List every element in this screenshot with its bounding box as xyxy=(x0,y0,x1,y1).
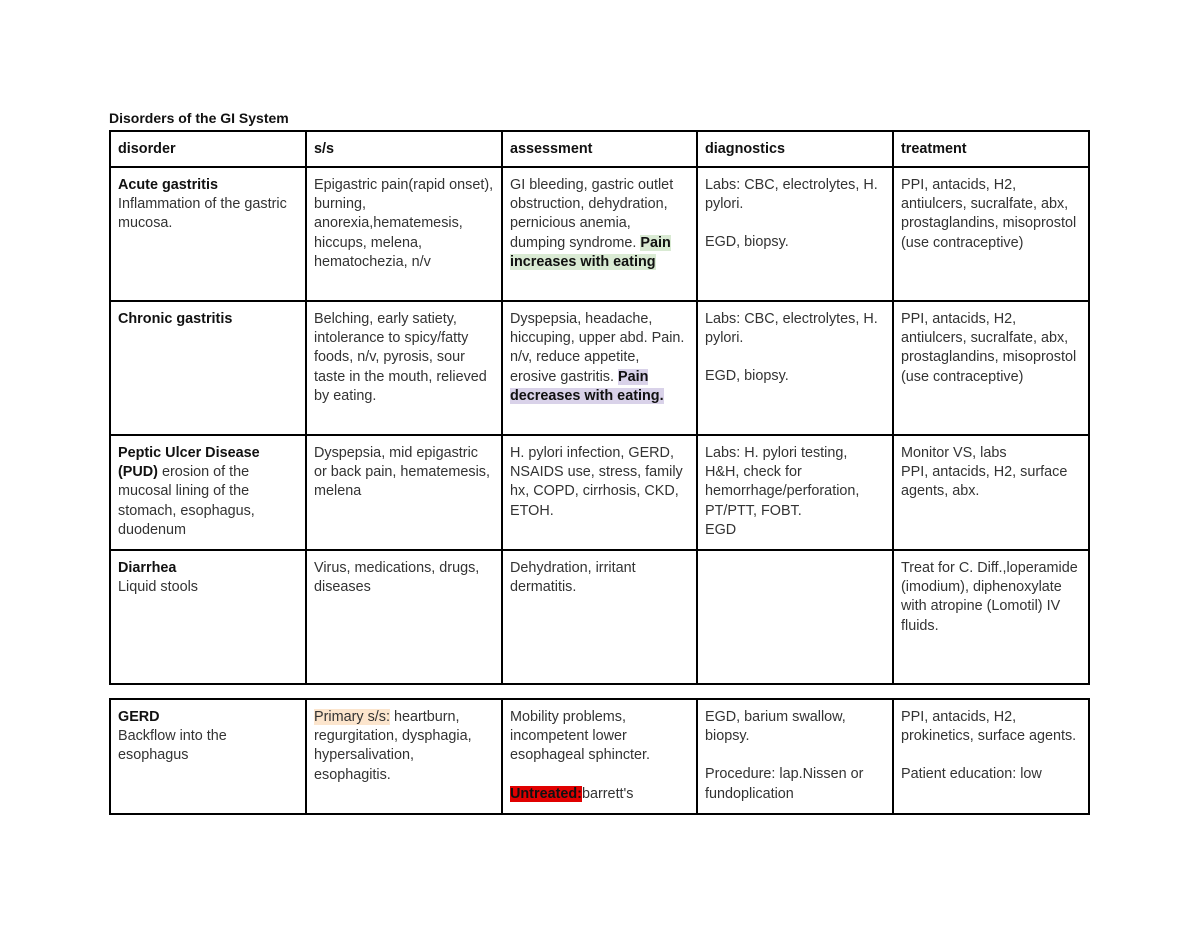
disorder-name: Acute gastritis xyxy=(118,177,218,193)
ss-cell: Dyspepsia, mid epigastric or back pain, hematemesis, melena xyxy=(306,435,502,550)
header-diagnostics: diagnostics xyxy=(697,131,893,167)
diagnostics-labs: Labs: H. pylori testing, H&H, check for hemorrhage/perforation, PT/PTT, FOBT. xyxy=(705,445,860,519)
disorder-cell xyxy=(110,699,306,814)
treatment-line: Monitor VS, labs xyxy=(901,445,1007,461)
table-row xyxy=(110,550,1089,684)
diagnostics-cell xyxy=(697,301,893,435)
diagnostics-procedure: EGD, biopsy. xyxy=(705,234,789,251)
assessment-text: Mobility problems, incompetent lower esophageal sphincter. xyxy=(510,709,651,764)
disorder-cell xyxy=(110,435,306,550)
assessment-text: Dyspepsia, headache, hiccuping, upper abd. Pain. n/v, reduce appetite, erosive gastritis. xyxy=(510,311,685,385)
document-title: Disorders of the GI System xyxy=(109,110,289,126)
treatment-cell: PPI, antacids, H2, antiulcers, sucralfate, abx, prostaglandins, misoprostol (use contraceptive) xyxy=(893,301,1089,435)
ss-cell: Epigastric pain(rapid onset), burning, anorexia,hematemesis, hiccups, melena, hematochezia, n/v xyxy=(306,167,502,301)
assessment-highlight: Pain increases with eating xyxy=(510,234,671,270)
assessment-complication: barrett's xyxy=(581,785,634,802)
disorder-name: Chronic gastritis xyxy=(118,311,233,327)
assessment-cell xyxy=(502,167,697,301)
table-header-row xyxy=(110,131,1089,167)
disorder-cell xyxy=(110,301,306,435)
patient-education: Patient education: low xyxy=(901,766,1042,783)
ss-cell: Virus, medications, drugs, diseases xyxy=(306,550,502,684)
ss-highlight: Primary s/s: xyxy=(314,709,390,725)
disorder-description: erosion of the mucosal lining of the stomach, esophagus, duodenum xyxy=(118,464,255,538)
ss-text: heartburn, regurgitation, dysphagia, hypersalivation, esophagitis. xyxy=(314,709,472,783)
disorder-cell xyxy=(110,167,306,301)
diagnostics-labs: Labs: CBC, electrolytes, H. pylori. xyxy=(705,311,878,347)
diagnostics-procedure: Procedure: lap.Nissen or fundoplication xyxy=(705,766,864,802)
treatment-text: PPI, antacids, H2, prokinetics, surface agents. xyxy=(901,709,1077,745)
untreated-highlight: Untreated: xyxy=(510,785,582,802)
assessment-text: GI bleeding, gastric outlet obstruction, dehydration, pernicious anemia, dumping syndrome. xyxy=(510,177,674,251)
diagnostics-labs: Labs: CBC, electrolytes, H. pylori. xyxy=(705,177,878,213)
assessment-cell xyxy=(502,301,697,435)
disorder-cell xyxy=(110,550,306,684)
assessment-highlight: Pain decreases with eating. xyxy=(510,368,664,404)
table-row xyxy=(110,167,1089,301)
disorder-description: Backflow into the esophagus xyxy=(118,728,227,764)
header-ss: s/s xyxy=(306,131,502,167)
diagnostics-cell xyxy=(697,550,893,684)
header-assessment: assessment xyxy=(502,131,697,167)
gerd-table xyxy=(109,698,1090,815)
assessment-cell: Dehydration, irritant dermatitis. xyxy=(502,550,697,684)
diagnostics-procedure: EGD, biopsy. xyxy=(705,368,789,385)
ss-cell: Belching, early satiety, intolerance to spicy/fatty foods, n/v, pyrosis, sour taste in the mouth, relieved by eating. xyxy=(306,301,502,435)
table-row xyxy=(110,699,1089,814)
ss-cell xyxy=(306,699,502,814)
treatment-cell xyxy=(893,435,1089,550)
treatment-cell xyxy=(893,699,1089,814)
diagnostics-cell xyxy=(697,699,893,814)
assessment-cell: H. pylori infection, GERD, NSAIDS use, stress, family hx, COPD, cirrhosis, CKD, ETOH. xyxy=(502,435,697,550)
header-disorder: disorder xyxy=(110,131,306,167)
diagnostics-procedure: EGD xyxy=(705,521,737,538)
treatment-cell: PPI, antacids, H2, antiulcers, sucralfate, abx, prostaglandins, misoprostol (use contraceptive) xyxy=(893,167,1089,301)
disorder-description: Inflammation of the gastric mucosa. xyxy=(118,196,287,232)
disorder-name: GERD xyxy=(118,709,160,725)
treatment-cell: Treat for C. Diff.,loperamide (imodium), diphenoxylate with atropine (Lomotil) IV fluids. xyxy=(893,550,1089,684)
header-treatment: treatment xyxy=(893,131,1089,167)
disorder-name: Diarrhea xyxy=(118,560,177,576)
diagnostics-cell xyxy=(697,435,893,550)
disorder-name: Peptic Ulcer Disease (PUD) xyxy=(118,445,260,481)
diagnostics-text: EGD, barium swallow, biopsy. xyxy=(705,709,846,745)
gi-disorders-table xyxy=(109,130,1090,685)
assessment-cell xyxy=(502,699,697,814)
disorder-description: Liquid stools xyxy=(118,579,198,596)
table-row xyxy=(110,301,1089,435)
diagnostics-cell xyxy=(697,167,893,301)
table-row xyxy=(110,435,1089,550)
treatment-line: PPI, antacids, H2, surface agents, abx. xyxy=(901,464,1068,500)
